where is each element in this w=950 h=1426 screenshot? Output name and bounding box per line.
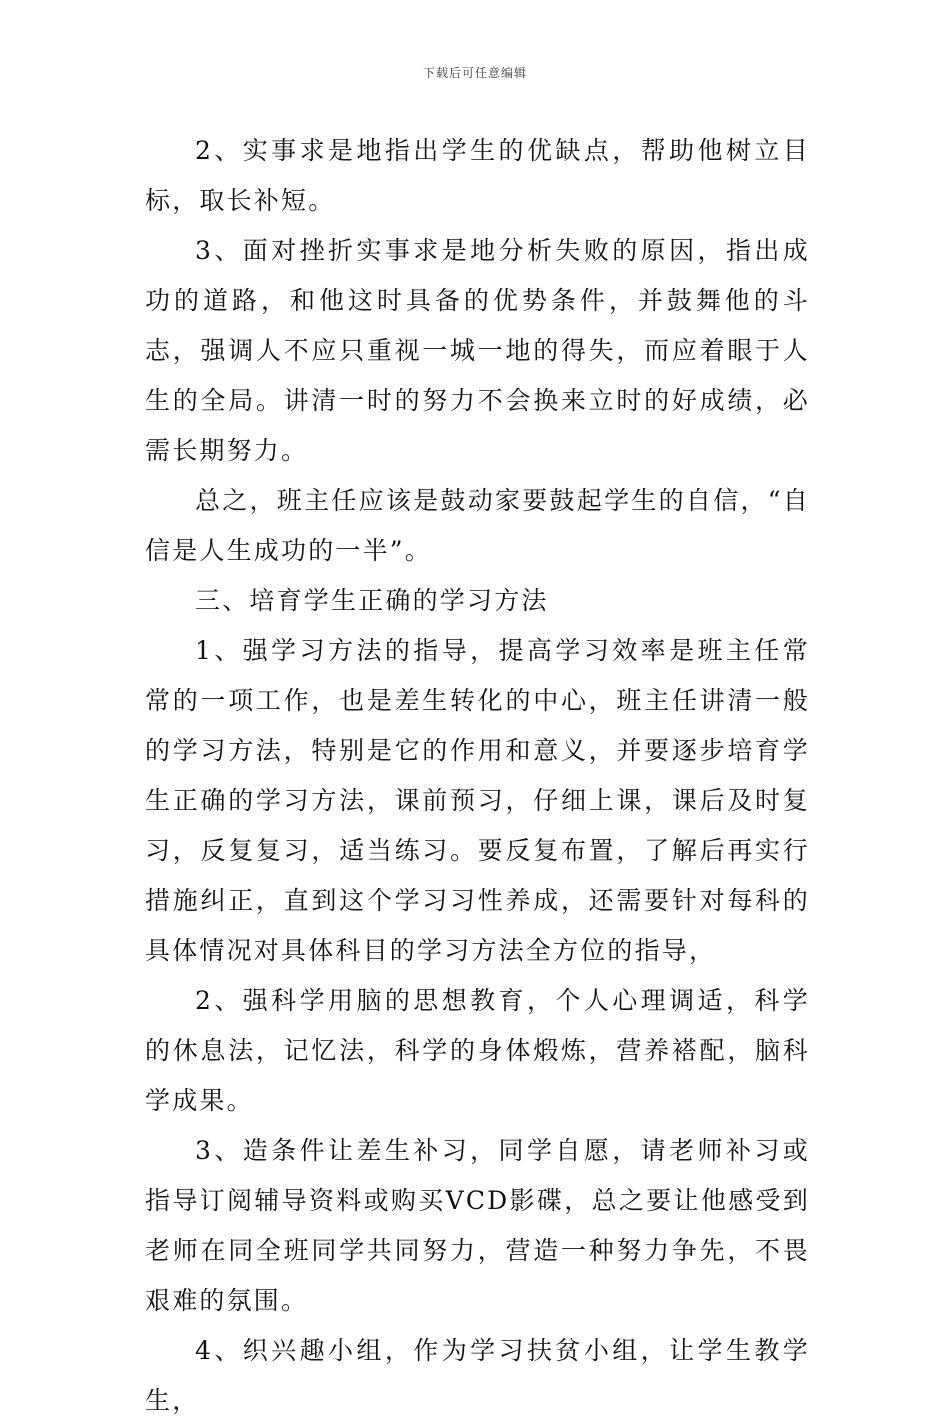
paragraph-summary-confidence: 总之，班主任应该是鼓动家要鼓起学生的自信，“自信是人生成功的一半”。 (145, 486, 810, 565)
document-body (145, 126, 810, 1426)
paragraph-method-1-guidance: 1、强学习方法的指导，提高学习效率是班主任常常的一项工作，也是差生转化的中心，班主任讲清一般的学习方法，特别是它的作用和意义，并要逐步培育学生正确的学习方法，课前预习，仔细上课，课后及时复习，反复复习，适当练习。要反复布置，了解后再实行措施纠正，直到这个学习习性养成，还需要针对每科的具体情况对具体科目的学习方法全方位的指导， (145, 636, 810, 965)
section-heading-study-methods: 三、培育学生正确的学习方法 (195, 586, 549, 615)
paragraph-point-2-strengths: 2、实事求是地指出学生的优缺点，帮助他树立目标，取长补短。 (145, 136, 810, 215)
page-header: 下载后可任意编辑 (422, 66, 527, 80)
paragraph-method-2-brain-use: 2、强科学用脑的思想教育，个人心理调适，科学的休息法，记忆法，科学的身体煅炼，营养褡配，脑科学成果。 (145, 986, 810, 1115)
paragraph-method-3-tutoring: 3、造条件让差生补习，同学自愿，请老师补习或指导订阅辅导资料或购买VCD影碟，总之要让他感受到老师在同全班同学共同努力，营造一种努力争先，不畏艰难的氛围。 (145, 1136, 810, 1315)
paragraph-point-3-setbacks: 3、面对挫折实事求是地分析失败的原因，指出成功的道路，和他这时具备的优势条件，并鼓舞他的斗志，强调人不应只重视一城一地的得失，而应着眼于人生的全局。讲清一时的努力不会换来立时的好成绩，必需长期努力。 (145, 236, 810, 465)
paragraph-method-4-interest-groups: 4、织兴趣小组，作为学习扶贫小组，让学生教学生， (145, 1336, 810, 1415)
